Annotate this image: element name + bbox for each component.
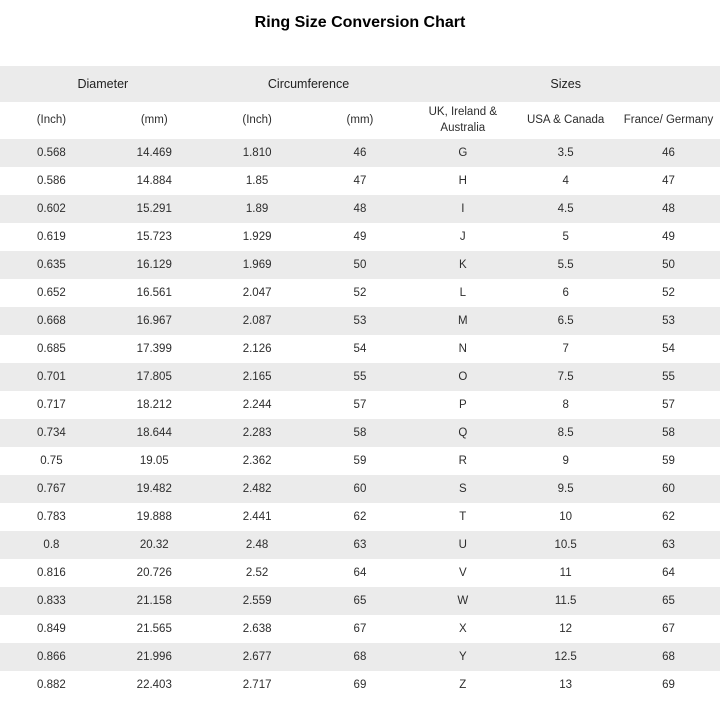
table-row [0,559,720,587]
table-row [0,671,720,699]
table-cell: 22.403 [136,679,172,691]
table-cell: 68 [353,651,367,663]
table-cell: 2.48 [245,539,269,551]
table-cell: 68 [662,651,675,663]
table-cell: S [458,483,467,495]
table-cell: 2.638 [242,623,272,635]
table-cell: 52 [662,287,675,299]
table-cell: 10 [559,511,573,523]
group-header-row [0,66,720,102]
table-row [0,531,720,559]
table-cell: 59 [662,455,675,467]
table-row [0,279,720,307]
table-cell: 2.126 [242,343,272,355]
table-cell: 49 [353,231,367,243]
table-cell: 5 [562,231,569,243]
table-cell: 20.726 [136,567,172,579]
table-cell: 19.05 [139,455,169,467]
table-cell: 47 [353,175,367,187]
table-cell: 9 [562,455,569,467]
table-cell: 0.75 [40,455,63,467]
table-cell: H [458,175,467,187]
table-cell: 2.441 [242,511,272,523]
table-cell: U [458,539,467,551]
table-cell: 21.996 [136,651,172,663]
column-header-uk-ireland-australia: UK, Ireland & Australia [411,102,514,139]
table-cell: 6.5 [557,315,574,327]
table-cell: 8.5 [557,427,574,439]
table-cell: 0.619 [37,231,66,243]
table-cell: 15.291 [136,203,172,215]
table-cell: 0.816 [37,567,66,579]
table-cell: 50 [353,259,367,271]
table-cell: 7 [562,343,569,355]
table-cell: 6 [562,287,569,299]
table-row [0,139,720,167]
table-cell: 69 [662,679,675,691]
table-cell: 0.717 [37,399,66,411]
table-cell: 5.5 [557,259,574,271]
table-cell: 19.888 [136,511,172,523]
table-cell: 1.85 [245,175,269,187]
table-cell: 50 [662,259,675,271]
table-cell: 0.701 [37,371,66,383]
table-cell: 46 [662,147,675,159]
table-row [0,223,720,251]
table-cell: 54 [662,343,675,355]
table-cell: 2.165 [242,371,272,383]
table-cell: 2.283 [242,427,272,439]
table-row [0,363,720,391]
table-cell: 18.212 [136,399,172,411]
table-cell: N [458,343,467,355]
table-cell: 47 [662,175,675,187]
table-cell: 0.668 [37,315,66,327]
table-cell: 48 [662,203,675,215]
table-header [0,66,720,139]
table-cell: 7.5 [557,371,574,383]
table-cell: 58 [353,427,367,439]
table-cell: W [457,595,469,607]
table-cell: 17.805 [136,371,172,383]
table-cell: 53 [353,315,367,327]
table-cell: 0.568 [37,147,66,159]
column-header-mm: (mm) [103,102,206,139]
table-row [0,475,720,503]
table-cell: T [459,511,467,523]
table-cell: 62 [662,511,675,523]
table-row [0,251,720,279]
table-cell: 4.5 [557,203,574,215]
column-header-mm: (mm) [309,102,412,139]
table-cell: 12.5 [554,651,577,663]
table-cell: L [459,287,466,299]
table-cell: 0.602 [37,203,66,215]
table-cell: 3.5 [557,147,574,159]
table-cell: 53 [662,315,675,327]
table-cell: 10.5 [554,539,577,551]
table-cell: 48 [353,203,367,215]
table-cell: 16.967 [136,315,172,327]
table-cell: 62 [353,511,367,523]
table-cell: K [458,259,467,271]
table-cell: 1.969 [242,259,272,271]
table-cell: 65 [662,595,675,607]
table-cell: 1.810 [242,147,272,159]
table-row [0,307,720,335]
table-cell: 16.129 [136,259,172,271]
table-cell: 21.565 [136,623,172,635]
column-header-inch: (Inch) [206,102,309,139]
table-cell: O [458,371,468,383]
table-cell: 67 [662,623,675,635]
table-cell: 0.685 [37,343,66,355]
table-cell: 0.767 [37,483,66,495]
table-cell: 16.561 [136,287,172,299]
table-row [0,391,720,419]
ring-size-conversion-table [0,66,720,699]
table-cell: 1.89 [245,203,269,215]
table-cell: 12 [559,623,573,635]
table-cell: 0.783 [37,511,66,523]
table-cell: V [458,567,467,579]
table-row [0,195,720,223]
table-cell: 59 [353,455,367,467]
table-row [0,167,720,195]
table-cell: 60 [353,483,367,495]
table-cell: G [458,147,468,159]
group-header-sizes: Sizes [411,66,720,102]
table-row [0,615,720,643]
table-row [0,503,720,531]
table-cell: 11 [559,567,572,579]
table-cell: 60 [662,483,675,495]
table-cell: 14.884 [136,175,172,187]
table-cell: 55 [353,371,367,383]
table-cell: 0.586 [37,175,66,187]
table-row [0,643,720,671]
table-cell: 64 [353,567,367,579]
table-cell: 1.929 [242,231,272,243]
table-cell: 69 [353,679,367,691]
table-cell: 14.469 [136,147,172,159]
table-cell: 49 [662,231,675,243]
table-cell: 57 [662,399,675,411]
table-cell: Y [458,651,467,663]
table-cell: 18.644 [136,427,172,439]
group-header-circumference: Circumference [206,66,412,102]
table-cell: 2.559 [242,595,272,607]
table-cell: 2.087 [242,315,272,327]
column-header-inch: (Inch) [0,102,103,139]
table-cell: 0.652 [37,287,66,299]
table-cell: 2.677 [242,651,272,663]
table-cell: 11.5 [554,595,577,607]
table-cell: P [458,399,467,411]
column-header-france-germany: France/ Germany [617,102,720,139]
table-cell: 0.849 [37,623,66,635]
table-cell: I [461,203,465,215]
table-cell: 9.5 [557,483,574,495]
table-cell: R [458,455,467,467]
table-cell: 0.882 [37,679,66,691]
table-cell: 0.635 [37,259,66,271]
table-body [0,139,720,699]
table-cell: 4 [562,175,569,187]
table-cell: 58 [662,427,675,439]
table-cell: 2.244 [242,399,272,411]
table-row [0,587,720,615]
table-cell: 20.32 [139,539,169,551]
table-cell: 54 [353,343,367,355]
table-cell: 13 [559,679,573,691]
column-header-row [0,102,720,139]
table-cell: 19.482 [136,483,172,495]
table-cell: 46 [353,147,367,159]
table-row [0,447,720,475]
group-header-diameter: Diameter [0,66,206,102]
table-cell: X [458,623,467,635]
table-cell: 17.399 [136,343,172,355]
table-cell: 8 [562,399,569,411]
table-cell: 2.52 [245,567,269,579]
table-cell: 0.734 [37,427,66,439]
table-cell: 2.362 [242,455,272,467]
table-row [0,335,720,363]
table-cell: 2.717 [242,679,272,691]
table-cell: 0.833 [37,595,66,607]
table-cell: 21.158 [136,595,172,607]
table-cell: 65 [353,595,367,607]
table-row [0,419,720,447]
table-cell: 0.8 [43,539,60,551]
table-cell: 67 [353,623,367,635]
table-cell: M [458,315,468,327]
table-cell: 63 [662,539,675,551]
table-cell: 57 [353,399,367,411]
table-cell: Z [459,679,467,691]
table-cell: 0.866 [37,651,66,663]
table-cell: 64 [662,567,675,579]
table-cell: J [459,231,466,243]
table-cell: 52 [353,287,367,299]
table-cell: 15.723 [136,231,172,243]
table-cell: 55 [662,371,675,383]
table-cell: 2.482 [242,483,272,495]
table-cell: 2.047 [242,287,272,299]
table-cell: 63 [353,539,367,551]
table-cell: Q [458,427,468,439]
page-title: Ring Size Conversion Chart [254,14,466,31]
column-header-usa-canada: USA & Canada [514,102,617,139]
